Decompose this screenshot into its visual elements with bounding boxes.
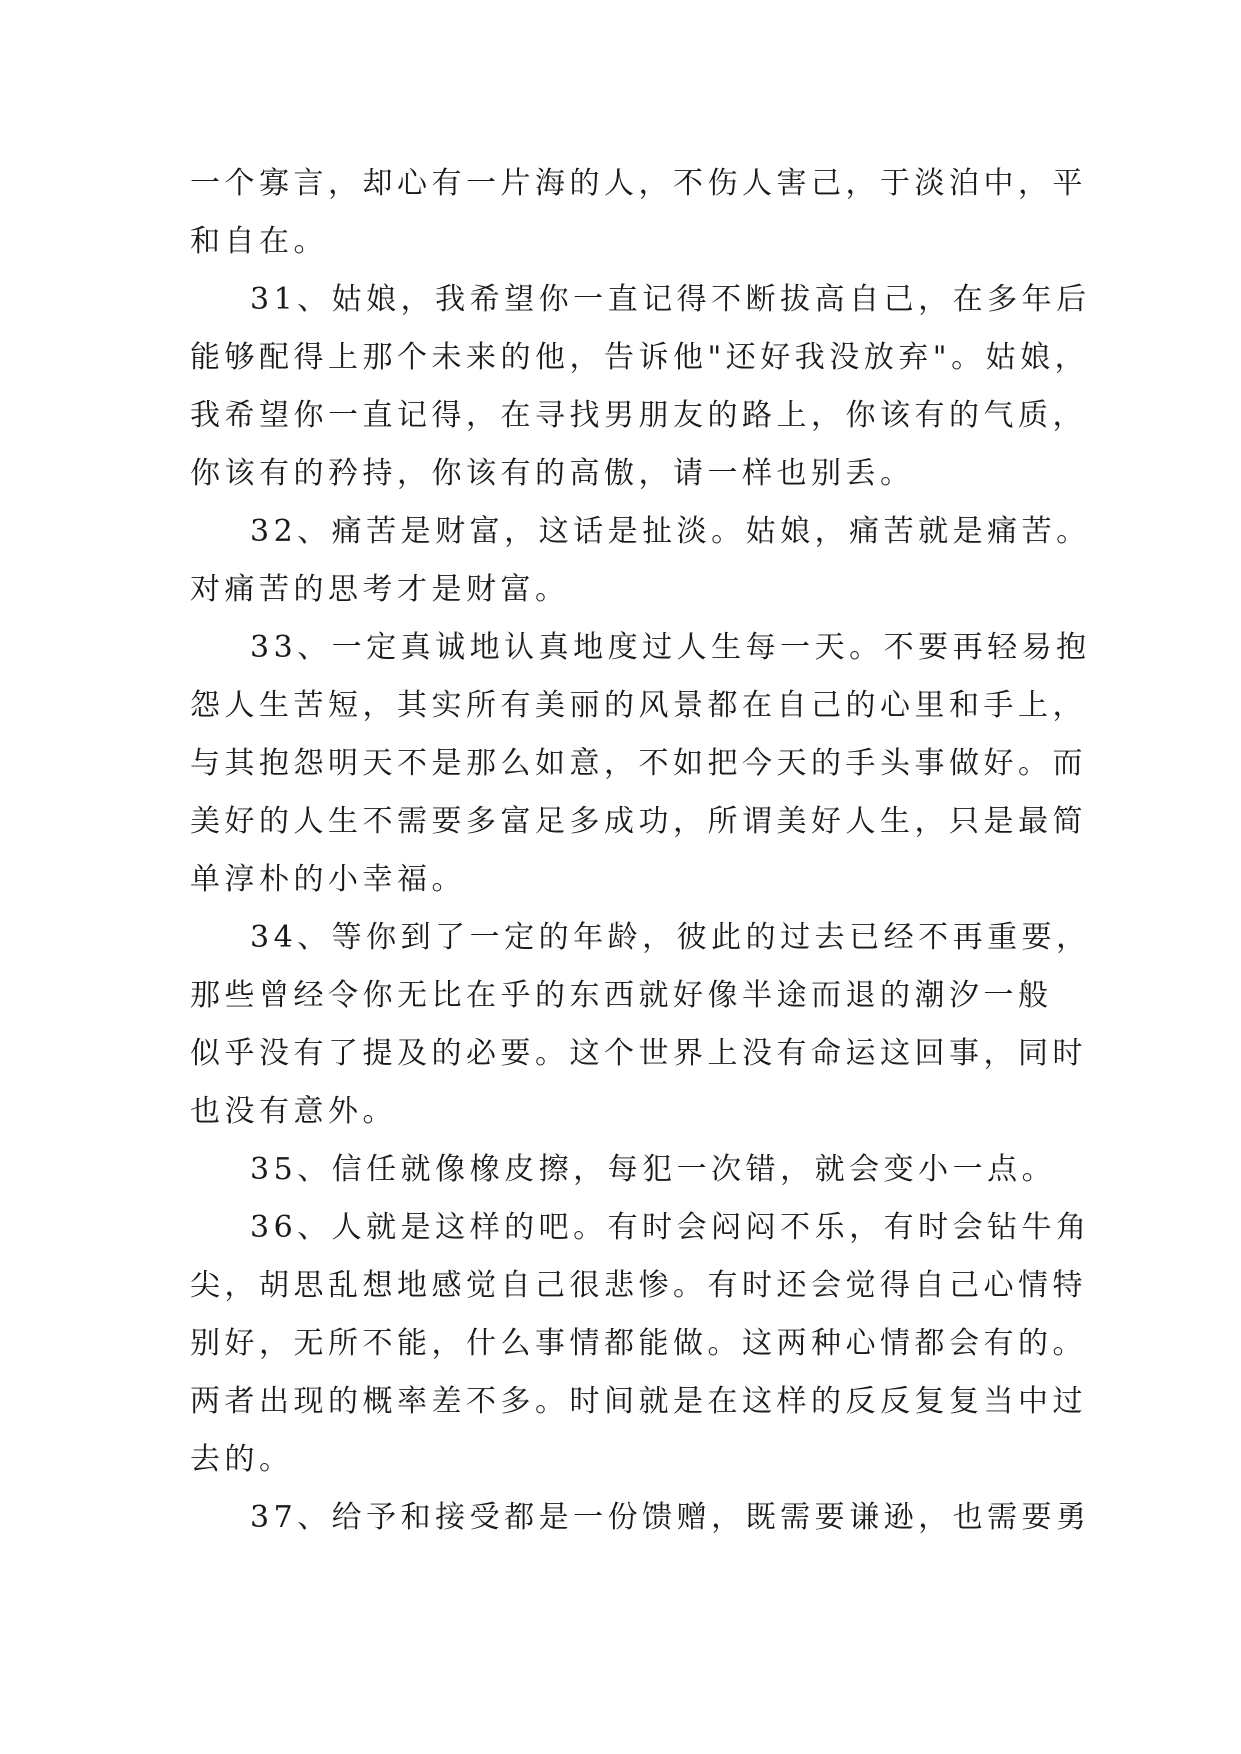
text-line: 尖，胡思乱想地感觉自己很悲惨。有时还会觉得自己心情特: [190, 1268, 1087, 1303]
text-line: 那些曾经令你无比在乎的东西就好像半途而退的潮汐一般: [190, 978, 1053, 1013]
text-line: 你该有的矜持，你该有的高傲，请一样也别丢。: [190, 456, 915, 491]
paragraph-32-start: 32、痛苦是财富，这话是扯淡。姑娘，痛苦就是痛苦。: [250, 514, 1091, 549]
paragraph-31-start: 31、姑娘，我希望你一直记得不断拔高自己，在多年后: [250, 282, 1091, 317]
paragraph-37-start: 37、给予和接受都是一份馈赠，既需要谦逊，也需要勇: [250, 1500, 1091, 1535]
text-line: 也没有意外。: [190, 1094, 397, 1129]
text-line: 一个寡言，却心有一片海的人，不伤人害己，于淡泊中，平: [190, 166, 1087, 201]
text-line: 对痛苦的思考才是财富。: [190, 572, 570, 607]
text-line: 和自在。: [190, 224, 328, 259]
text-line: 似乎没有了提及的必要。这个世界上没有命运这回事，同时: [190, 1036, 1087, 1071]
text-line: 去的。: [190, 1442, 294, 1477]
text-line: 美好的人生不需要多富足多成功，所谓美好人生，只是最简: [190, 804, 1087, 839]
paragraph-36-start: 36、人就是这样的吧。有时会闷闷不乐，有时会钻牛角: [250, 1210, 1091, 1245]
text-line: 能够配得上那个未来的他，告诉他"还好我没放弃"。姑娘，: [190, 340, 1090, 375]
text-line: 两者出现的概率差不多。时间就是在这样的反反复复当中过: [190, 1384, 1087, 1419]
text-line: 我希望你一直记得，在寻找男朋友的路上，你该有的气质，: [190, 398, 1087, 433]
paragraph-33-start: 33、一定真诚地认真地度过人生每一天。不要再轻易抱: [250, 630, 1091, 665]
text-line: 单淳朴的小幸福。: [190, 862, 466, 897]
document-body: [190, 155, 1091, 1547]
paragraph-34-start: 34、等你到了一定的年龄，彼此的过去已经不再重要，: [250, 920, 1091, 955]
text-line: 与其抱怨明天不是那么如意，不如把今天的手头事做好。而: [190, 746, 1087, 781]
text-line: 怨人生苦短，其实所有美丽的风景都在自己的心里和手上，: [190, 688, 1087, 723]
text-line: 别好，无所不能，什么事情都能做。这两种心情都会有的。: [190, 1326, 1087, 1361]
paragraph-35-start: 35、信任就像橡皮擦，每犯一次错，就会变小一点。: [250, 1152, 1057, 1187]
